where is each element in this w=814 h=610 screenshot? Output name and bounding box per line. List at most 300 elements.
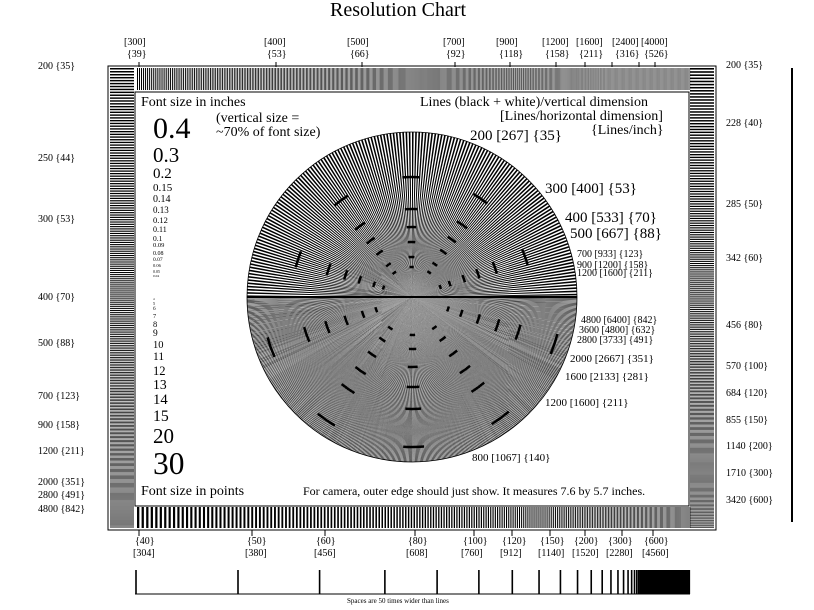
point-size-sample: 12 bbox=[153, 363, 166, 378]
grating-bar bbox=[690, 370, 714, 371]
grating-bar bbox=[110, 484, 134, 485]
grating-bar bbox=[433, 507, 434, 528]
grating-bar bbox=[502, 507, 503, 528]
grating-bar bbox=[110, 142, 134, 143]
grating-bar bbox=[580, 507, 581, 528]
grating-bar bbox=[190, 507, 192, 528]
grating-bar bbox=[676, 507, 677, 528]
lines-title-1: Lines (black + white)/vertical dimension bbox=[420, 95, 648, 110]
grating-bar bbox=[110, 499, 134, 500]
grating-bar bbox=[555, 507, 556, 528]
grating-bar bbox=[110, 448, 134, 449]
grating-bar bbox=[110, 188, 134, 189]
grating-bar bbox=[611, 507, 612, 528]
grating-bar bbox=[110, 454, 134, 455]
grating-bar bbox=[690, 359, 714, 360]
grating-bar bbox=[110, 296, 134, 297]
grating-bar bbox=[110, 406, 134, 407]
grating-bar bbox=[110, 369, 134, 370]
grating-bar bbox=[690, 78, 714, 80]
grating-bar bbox=[392, 68, 393, 90]
grating-bar bbox=[307, 68, 308, 90]
point-size-sample: 15 bbox=[153, 407, 169, 425]
bottom-scale-label: {50} bbox=[247, 536, 267, 547]
grating-bar bbox=[340, 68, 341, 90]
grating-bar bbox=[110, 221, 134, 222]
grating-bar bbox=[690, 305, 714, 306]
grating-bar bbox=[110, 114, 134, 115]
grating-bar bbox=[110, 288, 134, 289]
grating-bar bbox=[219, 507, 221, 528]
grating-bar bbox=[137, 507, 139, 528]
grating-bar bbox=[110, 228, 134, 229]
grating-bar bbox=[404, 68, 405, 90]
grating-bar bbox=[587, 507, 588, 528]
grating-bar bbox=[690, 254, 714, 255]
grating-bar bbox=[110, 464, 134, 465]
grating-bar bbox=[214, 68, 215, 90]
grating-bar bbox=[110, 334, 134, 335]
grating-bar bbox=[451, 507, 452, 528]
grating-bar bbox=[255, 68, 256, 90]
grating-bar bbox=[110, 181, 134, 182]
grating-bar bbox=[668, 507, 669, 528]
grating-bar bbox=[660, 507, 661, 528]
grating-bar bbox=[289, 507, 291, 528]
grating-bar bbox=[690, 363, 714, 364]
bottom-scale-label: {40} bbox=[135, 536, 155, 547]
grating-bar bbox=[196, 68, 197, 90]
bottom-scale-label: [4560] bbox=[642, 548, 669, 559]
wedge-top-label: 700 [933] {123} bbox=[577, 249, 644, 260]
grating-bar bbox=[219, 68, 220, 90]
grating-bar bbox=[690, 307, 714, 308]
right-scale-label: 200 {35} bbox=[726, 60, 764, 71]
grating-bar bbox=[110, 414, 134, 415]
grating-bar bbox=[110, 298, 134, 299]
grating-bar bbox=[317, 68, 318, 90]
grating-bar bbox=[110, 485, 134, 486]
grating-bar bbox=[323, 68, 324, 90]
grating-bar bbox=[331, 507, 333, 528]
grating-bar bbox=[142, 507, 144, 528]
grating-bar bbox=[690, 206, 714, 207]
grating-bar bbox=[690, 466, 714, 467]
grating-bar bbox=[110, 190, 134, 191]
grating-bar bbox=[690, 316, 714, 317]
grating-bar bbox=[110, 508, 134, 509]
grating-bar bbox=[295, 68, 296, 90]
grating-bar bbox=[252, 68, 253, 90]
grating-bar bbox=[690, 280, 714, 281]
grating-bar bbox=[110, 457, 134, 458]
wedge-line bbox=[283, 185, 412, 297]
right-scale-label: 3420 {600} bbox=[726, 495, 774, 506]
grating-bar bbox=[690, 230, 714, 231]
grating-bar bbox=[690, 327, 714, 328]
grating-bar bbox=[690, 278, 714, 279]
grating-bar bbox=[690, 397, 714, 398]
grating-bar bbox=[616, 507, 617, 528]
grating-bar bbox=[151, 507, 153, 528]
right-scale-label: 684 {120} bbox=[726, 388, 769, 399]
grating-bar bbox=[563, 507, 564, 528]
grating-bar bbox=[110, 134, 134, 135]
grating-bar bbox=[220, 68, 221, 90]
grating-bar bbox=[399, 68, 400, 90]
grating-bar bbox=[110, 86, 134, 87]
grating-bar bbox=[110, 415, 134, 416]
grating-bar bbox=[244, 68, 245, 90]
grating-bar bbox=[334, 507, 336, 528]
wedge-top-label: 200 [267] {35} bbox=[470, 128, 562, 144]
grating-bar bbox=[342, 68, 343, 90]
grating-bar bbox=[329, 68, 330, 90]
grating-bar bbox=[690, 329, 714, 330]
grating-bar bbox=[145, 68, 146, 90]
grating-bar bbox=[409, 68, 410, 90]
grating-bar bbox=[110, 462, 134, 463]
grating-bar bbox=[346, 68, 347, 90]
grating-bar bbox=[110, 473, 134, 474]
grating-bar bbox=[110, 126, 134, 127]
grating-bar bbox=[110, 214, 134, 215]
grating-bar bbox=[110, 421, 134, 422]
grating-bar bbox=[419, 68, 420, 90]
grating-bar bbox=[690, 398, 714, 399]
grating-bar bbox=[110, 452, 134, 453]
wedge-bottom-label: 800 [1067] {140} bbox=[472, 452, 551, 464]
top-scale-label: [300] bbox=[124, 37, 146, 48]
grating-bar bbox=[497, 507, 498, 528]
grating-bar bbox=[375, 68, 376, 90]
top-scale-label: [400] bbox=[264, 37, 286, 48]
point-size-sample: 6 bbox=[153, 306, 156, 313]
grating-bar bbox=[110, 244, 134, 245]
grating-bar bbox=[110, 183, 134, 184]
grating-bar bbox=[690, 123, 714, 124]
grating-bar bbox=[110, 497, 134, 498]
grating-bar bbox=[394, 68, 395, 90]
grating-bar bbox=[412, 68, 413, 90]
grating-bar bbox=[690, 412, 714, 413]
grating-bar bbox=[317, 507, 319, 528]
grating-bar bbox=[690, 157, 714, 158]
grating-bar bbox=[110, 246, 134, 247]
point-size-sample: 7 bbox=[153, 312, 157, 320]
grating-bar bbox=[242, 68, 243, 90]
grating-bar bbox=[690, 460, 714, 461]
grating-bar bbox=[321, 68, 322, 90]
grating-bar bbox=[690, 183, 714, 184]
grating-bar bbox=[110, 314, 134, 315]
grating-bar bbox=[476, 507, 477, 528]
grating-bar bbox=[690, 467, 714, 468]
grating-bar bbox=[690, 93, 714, 95]
inch-size-sample: 0.05 bbox=[153, 268, 160, 274]
grating-bar bbox=[595, 507, 596, 528]
top-scale-label: {526} bbox=[644, 49, 669, 60]
grating-bar bbox=[110, 310, 134, 311]
grating-bar bbox=[690, 452, 714, 453]
grating-bar bbox=[573, 507, 574, 528]
left-scale-label: 250 {44} bbox=[38, 153, 76, 164]
grating-bar bbox=[481, 507, 482, 528]
grating-bar bbox=[286, 68, 287, 90]
bottom-scale-label: [760] bbox=[461, 548, 483, 559]
grating-bar bbox=[192, 68, 193, 90]
grating-bar bbox=[110, 463, 134, 464]
grating-bar bbox=[110, 261, 134, 262]
grating-bar bbox=[672, 507, 673, 528]
grating-bar bbox=[110, 474, 134, 475]
grating-bar bbox=[368, 68, 369, 90]
grating-bar bbox=[292, 507, 294, 528]
grating-bar bbox=[110, 178, 134, 179]
grating-bar bbox=[619, 507, 620, 528]
grating-bar bbox=[110, 432, 134, 433]
grating-bar bbox=[685, 507, 686, 528]
grating-bar bbox=[337, 507, 339, 528]
grating-bar bbox=[227, 68, 228, 90]
grating-bar bbox=[525, 507, 526, 528]
grating-bar bbox=[110, 83, 134, 84]
grating-bar bbox=[269, 68, 270, 90]
grating-bar bbox=[421, 68, 422, 90]
grating-bar bbox=[690, 333, 714, 334]
grating-bar bbox=[366, 507, 368, 528]
grating-bar bbox=[333, 68, 334, 90]
grating-bar bbox=[203, 507, 205, 528]
grating-bar bbox=[110, 341, 134, 342]
bottom-scale-label: [304] bbox=[133, 548, 155, 559]
grating-bar bbox=[375, 507, 377, 528]
grating-bar bbox=[690, 137, 714, 138]
grating-bar bbox=[292, 68, 293, 90]
grating-bar bbox=[680, 507, 681, 528]
grating-bar bbox=[690, 165, 714, 166]
grating-bar bbox=[617, 507, 618, 528]
font-inches-title: Font size in inches bbox=[141, 95, 246, 110]
grating-bar bbox=[690, 220, 714, 221]
grating-bar bbox=[508, 507, 509, 528]
point-size-sample: 4 bbox=[153, 297, 155, 301]
wedge-line bbox=[299, 297, 412, 424]
right-scale-label: 855 {150} bbox=[726, 415, 769, 426]
grating-bar bbox=[690, 355, 714, 356]
grating-bar bbox=[110, 494, 134, 495]
grating-bar bbox=[169, 507, 171, 528]
top-scale-label: {53} bbox=[267, 49, 287, 60]
grating-bar bbox=[143, 68, 144, 90]
grating-bar bbox=[110, 240, 134, 241]
grating-bar bbox=[110, 386, 134, 387]
grating-bar bbox=[110, 117, 134, 118]
grating-bar bbox=[176, 68, 177, 90]
grating-bar bbox=[418, 68, 419, 90]
grating-bar bbox=[185, 68, 186, 90]
bottom-scale-label: {200} bbox=[574, 536, 599, 547]
grating-bar bbox=[690, 405, 714, 406]
grating-bar bbox=[430, 507, 431, 528]
grating-bar bbox=[199, 68, 200, 90]
grating-bar bbox=[249, 68, 250, 90]
grating-bar bbox=[110, 203, 134, 204]
grating-bar bbox=[110, 158, 134, 159]
grating-bar bbox=[538, 507, 539, 528]
grating-bar bbox=[370, 68, 371, 90]
grating-bar bbox=[689, 507, 690, 528]
bottom-scale-label: [380] bbox=[245, 548, 267, 559]
grating-bar bbox=[690, 126, 714, 127]
grating-bar bbox=[354, 68, 355, 90]
grating-bar bbox=[350, 68, 351, 90]
grating-bar bbox=[110, 502, 134, 503]
grating-bar bbox=[110, 74, 134, 75]
grating-bar bbox=[190, 68, 191, 90]
grating-bar bbox=[110, 321, 134, 322]
grating-bar bbox=[110, 272, 134, 273]
grating-bar bbox=[357, 68, 358, 90]
grating-bar bbox=[110, 168, 134, 169]
grating-bar bbox=[690, 263, 714, 264]
grating-bar bbox=[110, 422, 134, 423]
grating-bar bbox=[683, 507, 684, 528]
grating-bar bbox=[690, 417, 714, 418]
point-size-sample: 10 bbox=[153, 339, 164, 351]
grating-bar bbox=[597, 507, 598, 528]
grating-bar bbox=[690, 445, 714, 446]
grating-bar bbox=[110, 469, 134, 470]
top-scale-label: {39} bbox=[127, 49, 147, 60]
grating-bar bbox=[490, 507, 491, 528]
grating-bar bbox=[110, 426, 134, 427]
grating-bar bbox=[187, 68, 188, 90]
grating-bar bbox=[506, 507, 507, 528]
grating-bar bbox=[690, 284, 714, 285]
grating-bar bbox=[690, 393, 714, 394]
wedge-top-label: 500 [667] {88} bbox=[570, 226, 662, 242]
grating-bar bbox=[110, 425, 134, 426]
grating-bar bbox=[110, 165, 134, 166]
grating-bar bbox=[572, 507, 573, 528]
grating-bar bbox=[306, 68, 307, 90]
wedge-line bbox=[412, 127, 414, 297]
camera-note: For camera, outer edge should just show. It measures 7.6 by 5.7 inches. bbox=[303, 484, 646, 498]
grating-bar bbox=[211, 507, 213, 528]
grating-bar bbox=[266, 68, 267, 90]
grating-bar bbox=[250, 68, 251, 90]
inch-size-sample: 0.4 bbox=[153, 112, 191, 145]
grating-bar bbox=[422, 68, 423, 90]
grating-bar bbox=[690, 401, 714, 402]
grating-bar bbox=[110, 233, 134, 234]
grating-bar bbox=[347, 68, 348, 90]
grating-bar bbox=[310, 507, 312, 528]
grating-bar bbox=[690, 444, 714, 445]
grating-bar bbox=[690, 454, 714, 455]
grating-bar bbox=[661, 507, 662, 528]
grating-bar bbox=[540, 507, 541, 528]
grating-bar bbox=[380, 68, 381, 90]
grating-bar bbox=[110, 458, 134, 459]
grating-bar bbox=[110, 470, 134, 471]
ring-arc bbox=[462, 275, 465, 282]
grating-bar bbox=[357, 507, 359, 528]
grating-bar bbox=[159, 68, 160, 90]
grating-bar bbox=[690, 201, 714, 202]
grating-bar bbox=[610, 507, 611, 528]
grating-bar bbox=[110, 354, 134, 355]
grating-bar bbox=[110, 292, 134, 293]
grating-bar bbox=[110, 120, 134, 121]
grating-bar bbox=[400, 68, 401, 90]
spaces-note: Spaces are 50 times wider than lines bbox=[347, 597, 449, 605]
grating-bar bbox=[687, 507, 688, 528]
grating-bar bbox=[344, 68, 345, 90]
grating-bar bbox=[110, 411, 134, 412]
grating-bar bbox=[469, 507, 470, 528]
grating-bar bbox=[164, 68, 165, 90]
grating-bar bbox=[309, 68, 310, 90]
grating-bar bbox=[542, 507, 543, 528]
grating-bar bbox=[110, 492, 134, 493]
grating-bar bbox=[247, 507, 249, 528]
grating-bar bbox=[690, 346, 714, 347]
grating-bar bbox=[391, 68, 392, 90]
grating-bar bbox=[349, 68, 350, 90]
grating-bar bbox=[332, 68, 333, 90]
grating-bar bbox=[413, 68, 414, 90]
bottom-scale-label: [2280] bbox=[606, 548, 633, 559]
grating-bar bbox=[603, 507, 604, 528]
grating-bar bbox=[690, 215, 714, 216]
inch-size-sample: 0.12 bbox=[153, 215, 168, 225]
grating-bar bbox=[324, 68, 325, 90]
grating-bar bbox=[690, 459, 714, 460]
grating-bar bbox=[110, 424, 134, 425]
top-grating bbox=[137, 68, 690, 90]
grating-bar bbox=[690, 213, 714, 214]
grating-bar bbox=[690, 159, 714, 160]
grating-bar bbox=[110, 200, 134, 201]
right-scale-label: 285 {50} bbox=[726, 199, 764, 210]
grating-bar bbox=[527, 507, 528, 528]
grating-bar bbox=[690, 322, 714, 323]
grating-bar bbox=[690, 132, 714, 133]
grating-bar bbox=[110, 109, 134, 110]
grating-bar bbox=[364, 68, 365, 90]
grating-bar bbox=[405, 507, 406, 528]
grating-bar bbox=[337, 68, 338, 90]
grating-bar bbox=[110, 476, 134, 477]
grating-bar bbox=[324, 507, 326, 528]
grating-bar bbox=[690, 154, 714, 155]
grating-bar bbox=[179, 68, 180, 90]
grating-bar bbox=[531, 507, 532, 528]
grating-bar bbox=[110, 92, 134, 93]
grating-bar bbox=[110, 329, 134, 330]
grating-bar bbox=[690, 252, 714, 253]
grating-bar bbox=[110, 460, 134, 461]
grating-bar bbox=[446, 507, 447, 528]
grating-bar bbox=[110, 302, 134, 303]
grating-bar bbox=[690, 90, 714, 92]
bottom-grating bbox=[137, 507, 690, 528]
grating-bar bbox=[164, 507, 166, 528]
grating-bar bbox=[515, 507, 516, 528]
grating-bar bbox=[690, 384, 714, 385]
